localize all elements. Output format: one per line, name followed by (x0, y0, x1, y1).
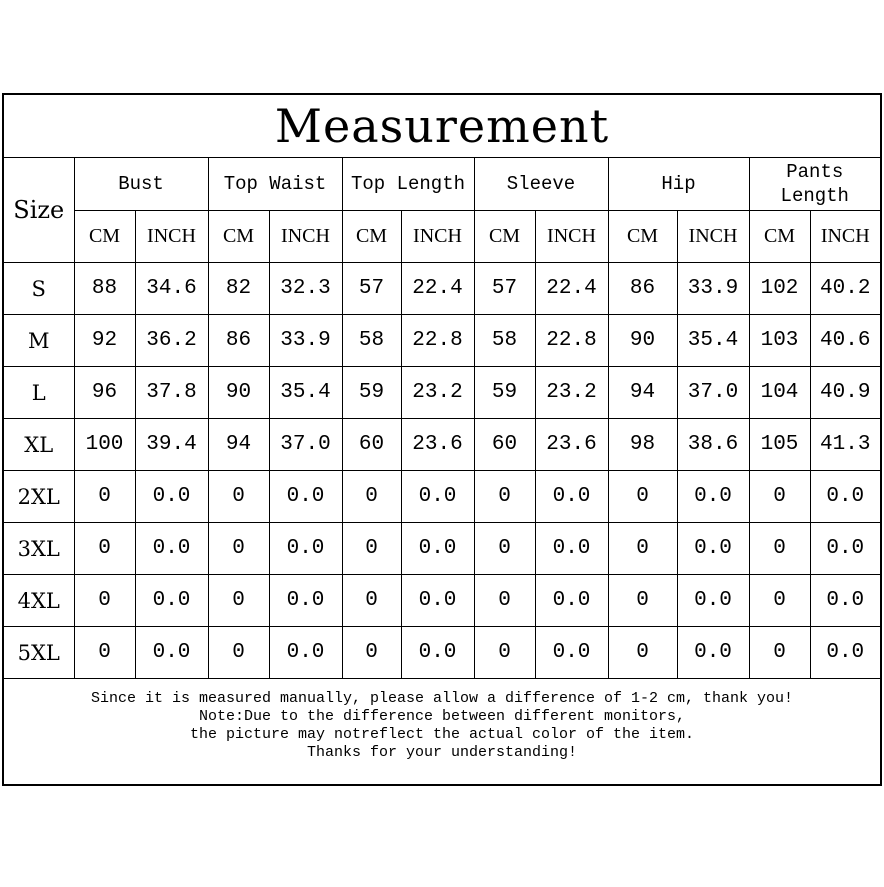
value-cell: 0 (208, 627, 269, 679)
value-cell: 0.0 (401, 575, 474, 627)
column-group-header (208, 158, 342, 211)
value-cell: 60 (474, 419, 535, 471)
value-cell: 0.0 (401, 627, 474, 679)
table-row (4, 471, 880, 523)
table-row (4, 575, 880, 627)
value-cell: 0 (74, 523, 135, 575)
value-cell: 40.6 (810, 315, 880, 367)
measurement-chart (2, 93, 882, 786)
size-cell: L (4, 367, 74, 419)
size-column-header: Size (4, 158, 74, 263)
unit-header-cm: CM (208, 211, 269, 263)
value-cell: 0 (342, 627, 401, 679)
value-cell: 0.0 (677, 523, 749, 575)
note-line: the picture may notreflect the actual color of the item. (189, 726, 695, 743)
value-cell: 0.0 (535, 523, 608, 575)
value-cell: 40.2 (810, 263, 880, 315)
size-table (4, 95, 880, 773)
note-line: Since it is measured manually, please allow a difference of 1-2 cm, thank you! (90, 690, 794, 707)
value-cell: 0 (342, 575, 401, 627)
value-cell: 0 (342, 471, 401, 523)
value-cell: 58 (342, 315, 401, 367)
column-group-header (342, 158, 474, 211)
size-cell: 5XL (4, 627, 74, 679)
value-cell: 0 (608, 523, 677, 575)
value-cell: 105 (749, 419, 810, 471)
value-cell: 0.0 (677, 575, 749, 627)
value-cell: 94 (208, 419, 269, 471)
unit-header-inch: INCH (810, 211, 880, 263)
value-cell: 22.4 (535, 263, 608, 315)
value-cell: 36.2 (135, 315, 208, 367)
value-cell: 0.0 (269, 523, 342, 575)
value-cell: 103 (749, 315, 810, 367)
value-cell: 59 (474, 367, 535, 419)
value-cell: 32.3 (269, 263, 342, 315)
unit-header-cm: CM (608, 211, 677, 263)
unit-header-cm: CM (74, 211, 135, 263)
value-cell: 98 (608, 419, 677, 471)
note-line: Note:Due to the difference between different monitors, (198, 708, 686, 725)
value-cell: 37.8 (135, 367, 208, 419)
chart-title: Measurement (4, 95, 880, 158)
value-cell: 0 (608, 575, 677, 627)
value-cell: 0.0 (135, 523, 208, 575)
value-cell: 0 (474, 523, 535, 575)
value-cell: 0.0 (535, 627, 608, 679)
value-cell: 0.0 (269, 575, 342, 627)
value-cell: 0.0 (535, 471, 608, 523)
value-cell: 40.9 (810, 367, 880, 419)
value-cell: 0.0 (677, 627, 749, 679)
value-cell: 23.6 (401, 419, 474, 471)
value-cell: 0.0 (810, 575, 880, 627)
value-cell: 0 (74, 627, 135, 679)
value-cell: 0 (474, 471, 535, 523)
table-row (4, 263, 880, 315)
value-cell: 23.2 (401, 367, 474, 419)
column-group-label: Hip (661, 173, 696, 195)
unit-header-cm: CM (749, 211, 810, 263)
value-cell: 34.6 (135, 263, 208, 315)
value-cell: 0.0 (810, 627, 880, 679)
unit-header-cm: CM (474, 211, 535, 263)
value-cell: 0 (74, 575, 135, 627)
value-cell: 35.4 (269, 367, 342, 419)
value-cell: 0.0 (135, 575, 208, 627)
column-group-label: Top Waist (223, 173, 327, 195)
value-cell: 0.0 (135, 471, 208, 523)
value-cell: 0 (749, 575, 810, 627)
value-cell: 0 (208, 523, 269, 575)
value-cell: 23.6 (535, 419, 608, 471)
value-cell: 0 (208, 575, 269, 627)
value-cell: 22.8 (535, 315, 608, 367)
value-cell: 90 (208, 367, 269, 419)
unit-header-inch: INCH (401, 211, 474, 263)
table-row (4, 315, 880, 367)
value-cell: 0.0 (810, 471, 880, 523)
value-cell: 39.4 (135, 419, 208, 471)
value-cell: 38.6 (677, 419, 749, 471)
column-group-label: Pants (786, 161, 844, 183)
value-cell: 33.9 (677, 263, 749, 315)
value-cell: 104 (749, 367, 810, 419)
disclaimer-note (4, 679, 880, 774)
size-cell: XL (4, 419, 74, 471)
size-cell: 3XL (4, 523, 74, 575)
value-cell: 100 (74, 419, 135, 471)
value-cell: 0.0 (810, 523, 880, 575)
value-cell: 86 (208, 315, 269, 367)
value-cell: 92 (74, 315, 135, 367)
column-group-label: Sleeve (506, 173, 576, 195)
value-cell: 0.0 (401, 523, 474, 575)
column-group-header (608, 158, 749, 211)
value-cell: 94 (608, 367, 677, 419)
column-group-label-line2: Length (780, 185, 849, 207)
value-cell: 0.0 (401, 471, 474, 523)
value-cell: 0 (608, 471, 677, 523)
value-cell: 59 (342, 367, 401, 419)
value-cell: 35.4 (677, 315, 749, 367)
value-cell: 0.0 (135, 627, 208, 679)
value-cell: 57 (342, 263, 401, 315)
value-cell: 90 (608, 315, 677, 367)
value-cell: 0 (474, 627, 535, 679)
value-cell: 88 (74, 263, 135, 315)
value-cell: 0 (749, 627, 810, 679)
unit-header-inch: INCH (269, 211, 342, 263)
value-cell: 0.0 (535, 575, 608, 627)
value-cell: 0 (74, 471, 135, 523)
value-cell: 0.0 (269, 471, 342, 523)
table-row (4, 627, 880, 679)
value-cell: 0 (608, 627, 677, 679)
column-group-label: Bust (118, 173, 164, 195)
value-cell: 22.8 (401, 315, 474, 367)
unit-header-cm: CM (342, 211, 401, 263)
value-cell: 0.0 (269, 627, 342, 679)
value-cell: 60 (342, 419, 401, 471)
unit-header-inch: INCH (135, 211, 208, 263)
value-cell: 96 (74, 367, 135, 419)
table-row (4, 523, 880, 575)
table-row (4, 367, 880, 419)
value-cell: 37.0 (677, 367, 749, 419)
note-line: Thanks for your understanding! (306, 744, 578, 761)
table-row (4, 419, 880, 471)
column-group-header (474, 158, 608, 211)
value-cell: 37.0 (269, 419, 342, 471)
value-cell: 41.3 (810, 419, 880, 471)
unit-header-inch: INCH (535, 211, 608, 263)
unit-header-inch: INCH (677, 211, 749, 263)
size-cell: S (4, 263, 74, 315)
value-cell: 102 (749, 263, 810, 315)
value-cell: 0 (474, 575, 535, 627)
value-cell: 0.0 (677, 471, 749, 523)
value-cell: 0 (749, 523, 810, 575)
value-cell: 0 (749, 471, 810, 523)
size-cell: M (4, 315, 74, 367)
value-cell: 0 (342, 523, 401, 575)
value-cell: 0 (208, 471, 269, 523)
column-group-header (74, 158, 208, 211)
size-cell: 4XL (4, 575, 74, 627)
column-group-label: Top Length (350, 173, 466, 195)
column-group-header (749, 158, 880, 211)
value-cell: 22.4 (401, 263, 474, 315)
value-cell: 58 (474, 315, 535, 367)
value-cell: 57 (474, 263, 535, 315)
value-cell: 33.9 (269, 315, 342, 367)
size-cell: 2XL (4, 471, 74, 523)
value-cell: 23.2 (535, 367, 608, 419)
value-cell: 82 (208, 263, 269, 315)
value-cell: 86 (608, 263, 677, 315)
